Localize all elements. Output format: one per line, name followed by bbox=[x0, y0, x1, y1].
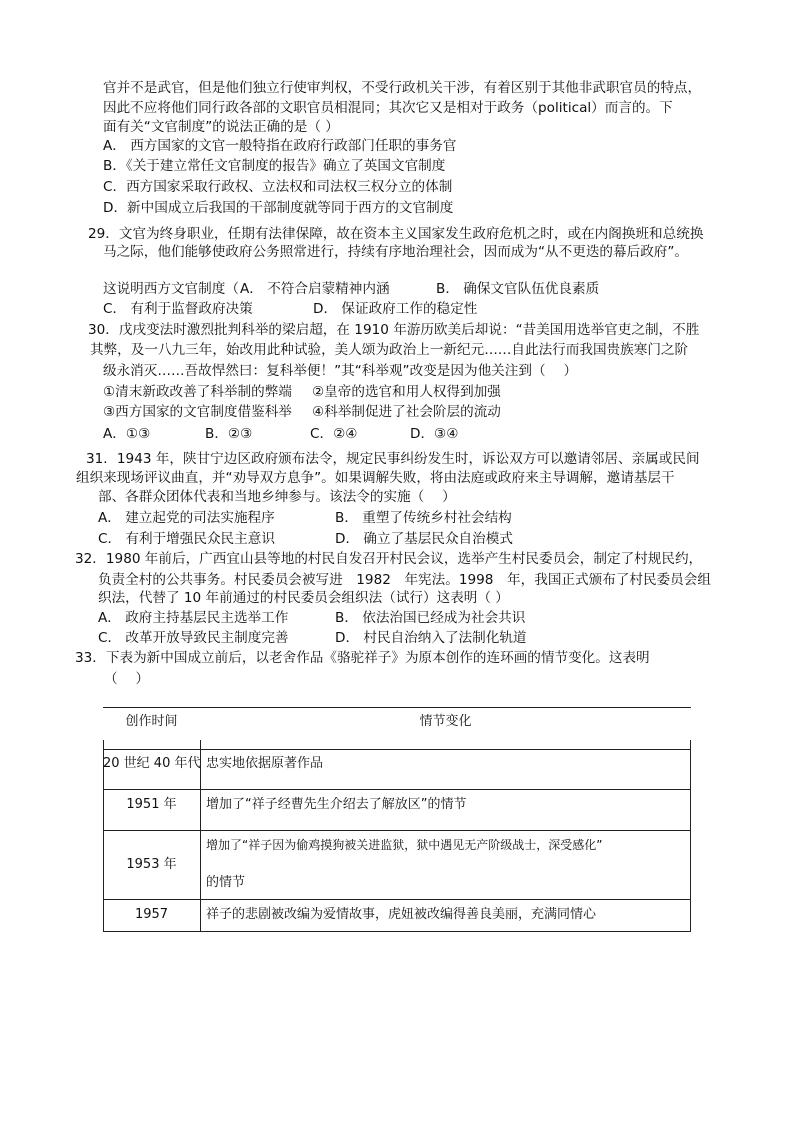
table-cell-change: 的情节 bbox=[206, 875, 246, 890]
q33-text-line: （ ） bbox=[104, 671, 150, 687]
q29-option-d: D． 保证政府工作的稳定性 bbox=[313, 301, 478, 317]
q30-statement-2: ②皇帝的选官和用人权得到加强 bbox=[312, 384, 501, 400]
table-cell-change: 忠实地依据原著作品 bbox=[206, 756, 324, 771]
table-row-rule bbox=[103, 749, 691, 750]
table-cell-change: 增加了“祥子经曹先生介绍去了解放区”的情节 bbox=[206, 797, 467, 812]
q29-text-line: 这说明西方文官制度（ bbox=[103, 281, 239, 297]
q29-option-b: B． 确保文官队伍优良素质 bbox=[436, 281, 600, 297]
table-cell-time: 1951 年 bbox=[126, 797, 177, 812]
q29-option-a: A． 不符合启蒙精神内涵 bbox=[240, 281, 390, 297]
q28-option-b: B．《关于建立常任文官制度的报告》确立了英国文官制度 bbox=[103, 158, 446, 174]
table-row-rule bbox=[103, 899, 691, 900]
q31-option-c: C． 有利于增强民众民主意识 bbox=[98, 531, 275, 547]
q32-text-line: 负责全村的公共事务。村民委员会被写进 1982 年宪法。1998 年，我国正式颁布了村民委员会组 bbox=[98, 572, 711, 588]
q31-text-line: 组织来现场评议曲直，并“劝导双方息争”。如果调解失败，将由法庭或政府来主导调解，邀请基层干 bbox=[76, 470, 675, 486]
q31-text-line: 31．1943 年，陕甘宁边区政府颁布法令，规定民事纠纷发生时，诉讼双方可以邀请邻居、亲属或民间 bbox=[86, 451, 700, 467]
q30-statement-1: ①清末新政改善了科举制的弊端 bbox=[103, 384, 292, 400]
q33-text-line: 33．下表为新中国成立前后，以老舍作品《骆驼祥子》为原本创作的连环画的情节变化。这表明 bbox=[75, 650, 650, 666]
q31-option-a: A． 建立起党的司法实施程序 bbox=[98, 510, 275, 526]
q31-text-line: 部、各群众团体代表和当地乡绅参与。该法令的实施（ ） bbox=[98, 489, 456, 505]
q28-text-line: 因此不应将他们同行政各部的文职官员相混同；其次它又是相对于政务（political）而言的。下 bbox=[103, 100, 673, 116]
table-cell-time: 20 世纪 40 年代 bbox=[103, 756, 201, 771]
table-header-change: 情节变化 bbox=[419, 714, 472, 729]
table-border bbox=[690, 740, 691, 932]
q30-text-line: 30．戊戌变法时激烈批判科举的梁启超，在 1910 年游历欧美后却说：“昔美国用选举官吏之制，不胜 bbox=[88, 322, 700, 338]
q28-option-a: A． 西方国家的文官一般特指在政府行政部门任职的事务官 bbox=[103, 138, 457, 154]
q32-option-b: B． 依法治国已经成为社会共识 bbox=[335, 610, 526, 626]
q32-text-line: 织法，代替了 10 年前通过的村民委员会组织法（试行）这表明（ ） bbox=[98, 590, 509, 606]
q32-option-a: A． 政府主持基层民主选举工作 bbox=[98, 610, 289, 626]
table-row-rule bbox=[103, 789, 691, 790]
q31-option-b: B． 重塑了传统乡村社会结构 bbox=[335, 510, 512, 526]
table-bottom-rule bbox=[103, 931, 691, 932]
q30-option-c: C．②④ bbox=[310, 426, 358, 442]
q30-statement-4: ④科举制促进了社会阶层的流动 bbox=[312, 404, 501, 420]
q30-statement-3: ③西方国家的文官制度借鉴科举 bbox=[103, 404, 292, 420]
q28-text-line: 面有关“文官制度”的说法正确的是（ ） bbox=[103, 119, 339, 135]
q29-text-line: 马之际，他们能够使政府公务照常进行，持续有序地治理社会，因而成为“从不更迭的幕后政府”。 bbox=[103, 244, 689, 260]
table-border bbox=[200, 740, 201, 932]
q30-option-a: A．①③ bbox=[103, 426, 151, 442]
q30-text-line: 其弊，及一八九三年，始改用此种试验，美人颂为政治上一新纪元……自此法行而我国贵族寒门之阶 bbox=[90, 342, 689, 358]
q32-option-d: D． 村民自治纳入了法制化轨道 bbox=[335, 630, 527, 646]
q31-option-d: D． 确立了基层民众自治模式 bbox=[335, 531, 513, 547]
table-cell-change: 祥子的悲剧被改编为爱情故事，虎妞被改编得善良美丽，充满同情心 bbox=[206, 907, 597, 922]
q28-option-d: D．新中国成立后我国的干部制度就等同于西方的文官制度 bbox=[103, 200, 454, 216]
q32-option-c: C． 改革开放导致民主制度完善 bbox=[98, 630, 289, 646]
q32-text-line: 32．1980 年前后，广西宜山县等地的村民自发召开村民会议，选举产生村民委员会，制定了村规民约， bbox=[75, 551, 703, 567]
table-top-rule bbox=[103, 707, 691, 708]
q30-option-d: D．③④ bbox=[410, 426, 459, 442]
table-row-rule bbox=[103, 830, 691, 831]
table-cell-change: 增加了“祥子因为偷鸡摸狗被关进监狱，狱中遇见无产阶级战士，深受感化” bbox=[206, 838, 603, 852]
table-header-time: 创作时间 bbox=[125, 714, 178, 729]
q29-option-c: C． 有利于监督政府决策 bbox=[103, 301, 253, 317]
q30-text-line: 级永消灭……吾故悍然曰：复科举便！”其“科举观”改变是因为他关注到（ ） bbox=[103, 363, 578, 379]
q30-option-b: B．②③ bbox=[205, 426, 253, 442]
table-cell-time: 1953 年 bbox=[126, 857, 177, 872]
table-cell-time: 1957 bbox=[134, 907, 169, 922]
q29-text-line: 29．文官为终身职业，任期有法律保障，故在资本主义国家发生政府危机之时，或在内阁换班和总统换 bbox=[88, 226, 704, 242]
q28-option-c: C．西方国家采取行政权、立法权和司法权三权分立的体制 bbox=[103, 179, 453, 195]
q28-text-line: 官并不是武官，但是他们独立行使审判权，不受行政机关干涉，有着区别于其他非武职官员的特点， bbox=[103, 80, 702, 96]
